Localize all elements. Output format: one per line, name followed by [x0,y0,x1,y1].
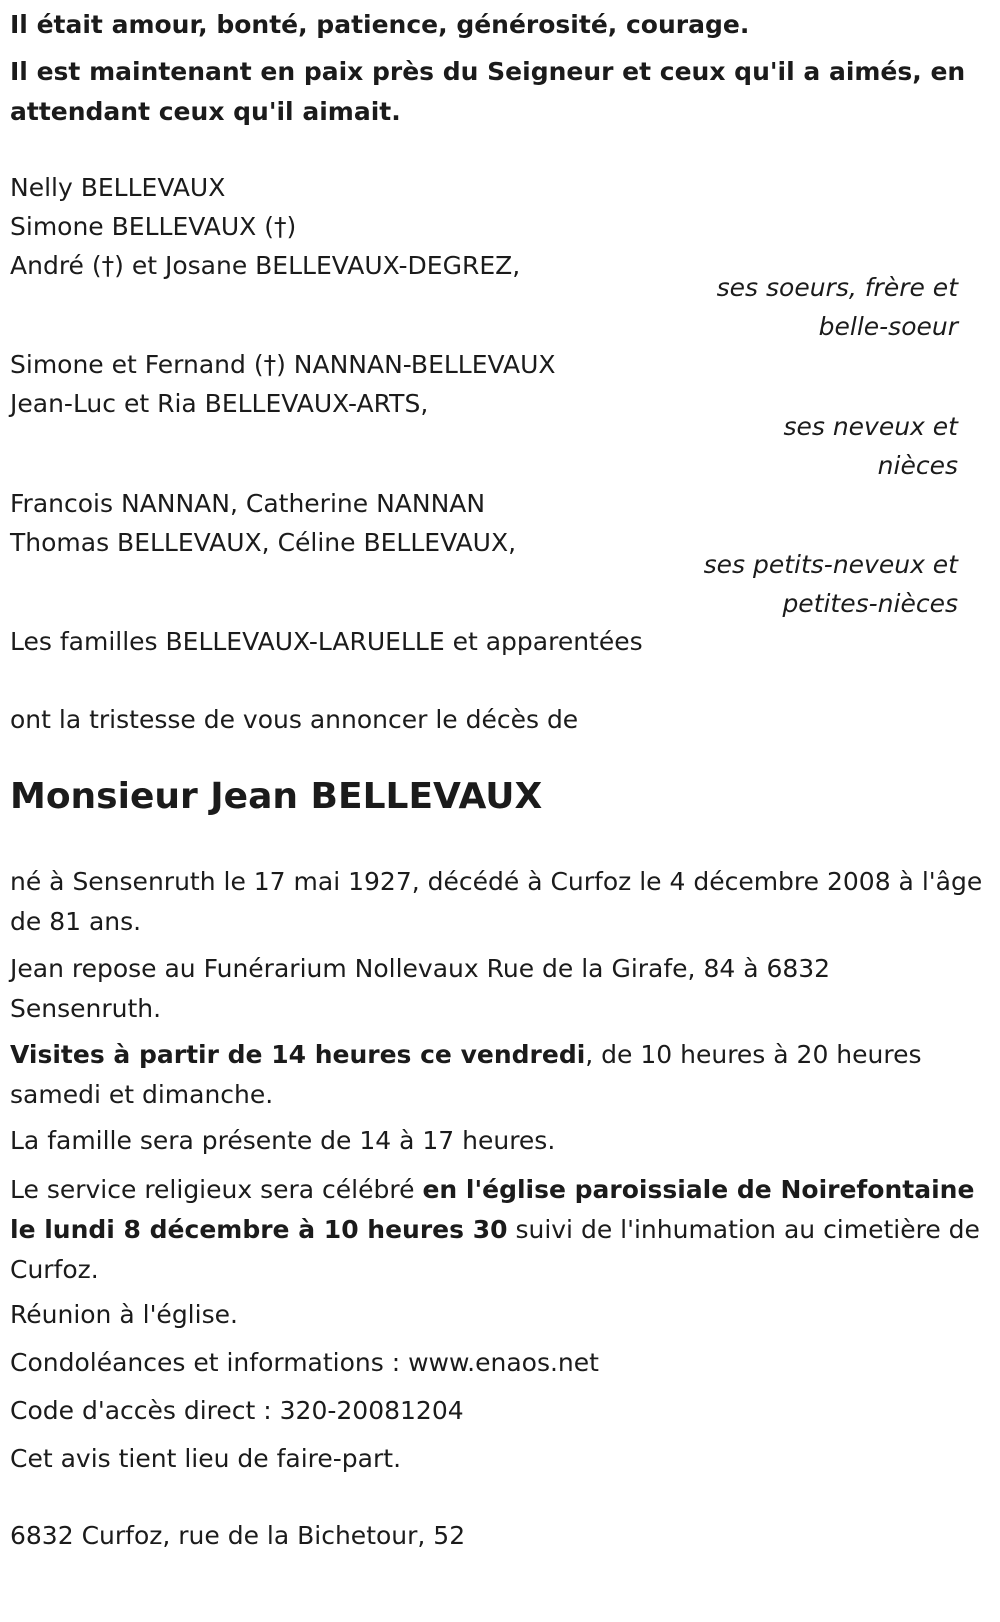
group1-name-1: Nelly BELLEVAUX [10,173,226,202]
birth-death-line: né à Sensenruth le 17 mai 1927, décédé à Curfoz le 4 décembre 2008 à l'âge de 81 ans. [10,867,983,936]
group1-name-3: André (†) et Josane BELLEVAUX-DEGREZ, [10,251,521,280]
families-line: Les familles BELLEVAUX-LARUELLE et apparentées [10,627,643,656]
meeting-line: Réunion à l'église. [10,1300,238,1329]
service-pre: Le service religieux sera célébré [10,1175,423,1204]
visits-line [10,1035,985,1115]
access-code-line: Code d'accès direct : 320-20081204 [10,1396,464,1425]
group1-relation-2: belle-soeur [818,312,958,341]
group3-relation-2: petites-nièces [782,589,958,618]
service-bold: en l'église paroissiale de Noirefontaine le lundi 8 décembre à 10 heures 30 [10,1175,975,1244]
announce-line: ont la tristesse de vous annoncer le décès de [10,705,579,734]
group3-name-1: Francois NANNAN, Catherine NANNAN [10,489,486,518]
group2-name-1: Simone et Fernand (†) NANNAN-BELLEVAUX [10,350,556,379]
service-line [10,1170,985,1290]
visits-rest: , de 10 heures à 20 heures samedi et dimanche. [10,1040,922,1109]
intro-line-1: Il était amour, bonté, patience, générosité, courage. [10,10,750,39]
group2-name-2: Jean-Luc et Ria BELLEVAUX-ARTS, [10,389,429,418]
address-line: 6832 Curfoz, rue de la Bichetour, 52 [10,1521,466,1550]
visits-bold: Visites à partir de 14 heures ce vendredi [10,1040,586,1069]
group3-relation-1: ses petits-neveux et [703,550,958,579]
notice-line: Cet avis tient lieu de faire-part. [10,1444,402,1473]
group2-relation-1: ses neveux et [783,412,958,441]
group3-name-2: Thomas BELLEVAUX, Céline BELLEVAUX, [10,528,517,557]
family-present-line: La famille sera présente de 14 à 17 heures. [10,1126,556,1155]
condolences-line: Condoléances et informations : www.enaos.net [10,1348,599,1377]
group1-name-2: Simone BELLEVAUX (†) [10,212,297,241]
service-post: suivi de l'inhumation au cimetière de Curfoz. [10,1215,980,1284]
intro-line-2: Il est maintenant en paix près du Seigneur et ceux qu'il a aimés, en attendant ceux qu'il aimait. [10,57,966,126]
group1-relation-1: ses soeurs, frère et [716,273,958,302]
group2-relation-2: nièces [877,451,958,480]
deceased-name: Monsieur Jean BELLEVAUX [10,776,543,817]
resting-place-line: Jean repose au Funérarium Nollevaux Rue de la Girafe, 84 à 6832 Sensenruth. [10,954,831,1023]
